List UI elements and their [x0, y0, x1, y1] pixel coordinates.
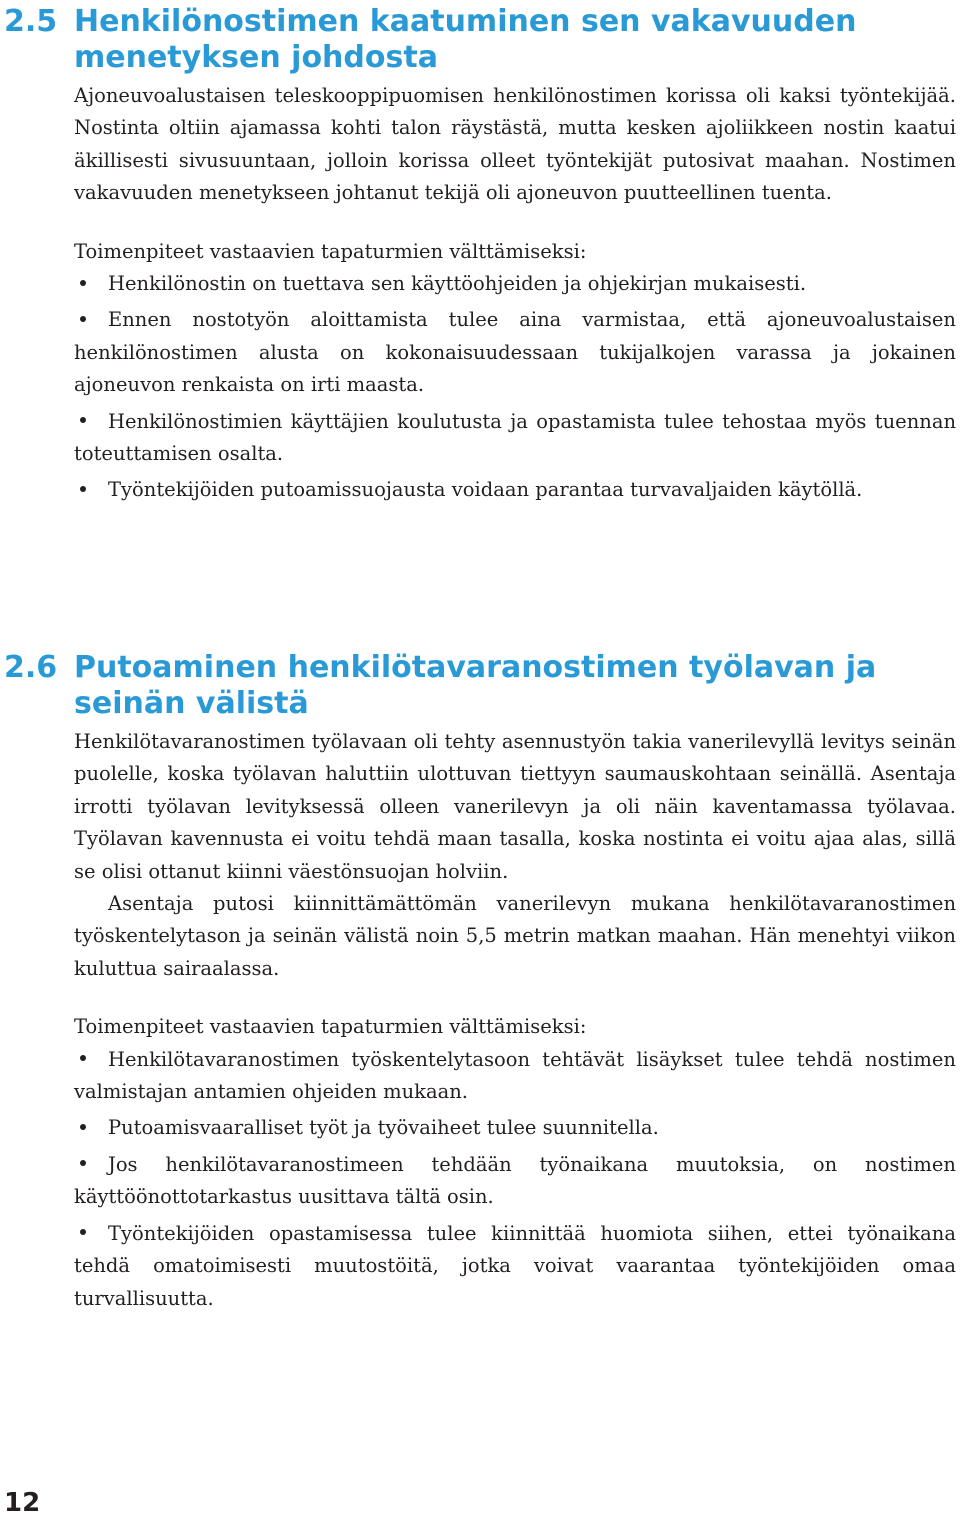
measures-intro: Toimenpiteet vastaavien tapaturmien välttämiseksi: [74, 239, 587, 263]
bullet-icon [74, 1044, 108, 1076]
measures-list [74, 268, 956, 507]
bullet-icon [74, 1218, 108, 1250]
section-2-5-paragraph: Ajoneuvoalustaisen teleskooppipuomisen henkilönostimen korissa oli kaksi työntekijää. Nostinta oltiin ajamassa kohti talon räystästä, mutta kesken ajoliikkeen nostin kaatui äkillisesti sivusuuntaan, jolloin korissa olleet työntekijät putosivat maahan. Nostimen vakavuuden menetykseen johtanut tekijä oli ajoneuvon puutteellinen tuenta. [74, 84, 956, 205]
section-heading-2-6 [0, 650, 940, 722]
bullet-icon [74, 1112, 108, 1144]
section-2-5-content [74, 80, 956, 507]
page-number: 12 [4, 1488, 41, 1518]
measures-intro: Toimenpiteet vastaavien tapaturmien välttämiseksi: [74, 1015, 587, 1039]
list-item: Työntekijöiden putoamissuojausta voidaan parantaa turvavaljaiden käytöllä. [74, 474, 956, 506]
section-2-6-content [74, 726, 956, 1315]
list-item: Ennen nostotyön aloittamista tulee aina varmistaa, että ajoneuvoalustaisen henkilönostimen alusta on kokonaisuudessaan tukijalkojen varassa ja jokainen ajoneuvon renkaista on irti maasta. [74, 304, 956, 401]
bullet-icon [74, 406, 108, 438]
list-item: Putoamisvaaralliset työt ja työvaiheet tulee suunnitella. [74, 1112, 956, 1144]
section-number: 2.6 [4, 650, 58, 685]
section-number: 2.5 [4, 4, 58, 39]
bullet-icon [74, 304, 108, 336]
section-2-6-paragraph: Asentaja putosi kiinnittämättömän vanerilevyn mukana henkilötavaranostimen työskentelytason ja seinän välistä noin 5,5 metrin matkan maahan. Hän menehtyi viikon kuluttua sairaalassa. [74, 892, 956, 980]
list-item: Työntekijöiden opastamisessa tulee kiinnittää huomiota siihen, ettei työnaikana tehdä omatoimisesti muutostöitä, jotka voivat vaarantaa työntekijöiden omaa turvallisuutta. [74, 1218, 956, 1315]
section-heading-2-5 [0, 4, 940, 76]
list-item: Henkilötavaranostimen työskentelytasoon tehtävät lisäykset tulee tehdä nostimen valmistajan antamien ohjeiden mukaan. [74, 1044, 956, 1109]
bullet-icon [74, 474, 108, 506]
list-item: Jos henkilötavaranostimeen tehdään työnaikana muutoksia, on nostimen käyttöönottotarkastus uusittava tältä osin. [74, 1149, 956, 1214]
list-item: Henkilönostimien käyttäjien koulutusta ja opastamista tulee tehostaa myös tuennan toteuttamisen osalta. [74, 406, 956, 471]
bullet-icon [74, 1149, 108, 1181]
section-2-6-paragraph: Henkilötavaranostimen työlavaan oli tehty asennustyön takia vanerilevyllä levitys seinän puolelle, koska työlavan haluttiin ulottuvan tiettyyn saumauskohtaan seinällä. Asentaja irrotti työlavan levityksessä olleen vanerilevyn ja oli näin kaventamassa työlavaa. Työlavan kavennusta ei voitu tehdä maan tasalla, koska nostinta ei voitu ajaa alas, sillä se olisi ottanut kiinni väestönsuojan holviin. [74, 730, 956, 883]
section-title: Putoaminen henkilötavaranostimen työlavan ja seinän välistä [74, 650, 877, 721]
list-item: Henkilönostin on tuettava sen käyttöohjeiden ja ohjekirjan mukaisesti. [74, 268, 956, 300]
bullet-icon [74, 268, 108, 300]
section-title: Henkilönostimen kaatuminen sen vakavuuden menetyksen johdosta [74, 4, 857, 75]
measures-list [74, 1044, 956, 1315]
